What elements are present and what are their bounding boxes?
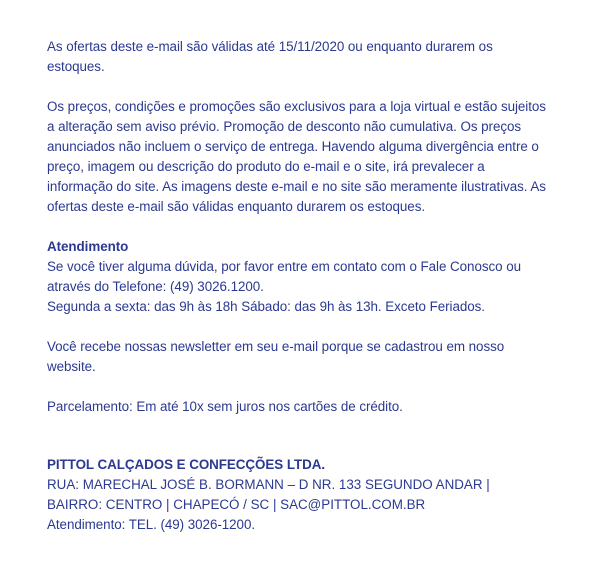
company-name: PITTOL CALÇADOS E CONFECÇÕES LTDA.	[47, 457, 326, 472]
customer-service-title: Atendimento	[47, 239, 129, 254]
customer-service-hours: Segunda a sexta: das 9h às 18h Sábado: das 9h às 13h. Exceto Feriados.	[47, 299, 485, 314]
email-footer	[47, 37, 547, 535]
company-phone: Atendimento: TEL. (49) 3026-1200.	[47, 517, 256, 532]
customer-service-contact: Se você tiver alguma dúvida, por favor entre em contato com o Fale Conosco ou através do Telefone: (49) 3026.1200.	[47, 259, 522, 294]
pricing-disclaimer-text: Os preços, condições e promoções são exclusivos para a loja virtual e estão sujeitos a alteração sem aviso prévio. Promoção de desconto não cumulativa. Os preços anunciados não incluem o serviço de entrega. Havendo alguma divergência entre o preço, imagem ou descrição do produto do e-mail e o site, irá prevalecer a informação do site. As imagens deste e-mail e no site são meramente ilustrativas. As ofertas deste e-mail são válidas enquanto durarem os estoques.	[47, 99, 546, 214]
installments-notice: Parcelamento: Em até 10x sem juros nos cartões de crédito.	[47, 399, 403, 414]
company-info	[47, 455, 547, 535]
newsletter-notice: Você recebe nossas newsletter em seu e-mail porque se cadastrou em nosso website.	[47, 339, 505, 374]
company-address: RUA: MARECHAL JOSÉ B. BORMANN – D NR. 133 SEGUNDO ANDAR | BAIRRO: CENTRO | CHAPECÓ / SC | SAC@PITTOL.COM.BR	[47, 477, 490, 512]
customer-service-section	[47, 237, 547, 317]
offer-validity-text: As ofertas deste e-mail são válidas até 15/11/2020 ou enquanto durarem os estoques.	[47, 39, 493, 74]
